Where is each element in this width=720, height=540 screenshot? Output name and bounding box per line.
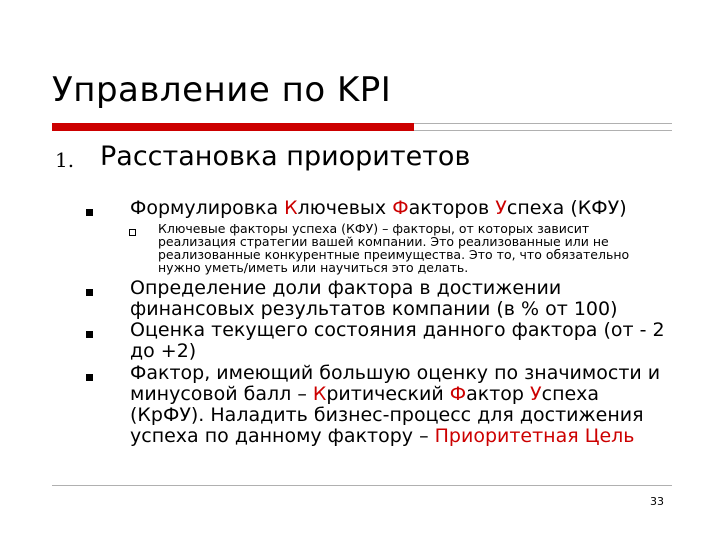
level1-heading: Расстановка приоритетов bbox=[100, 141, 471, 172]
accent-letter: Ф bbox=[449, 383, 467, 405]
accent-letter: К bbox=[312, 383, 327, 405]
accent-letter: Ф bbox=[392, 197, 409, 219]
text-fragment: ритический bbox=[326, 383, 450, 405]
bullet-hollow-square-icon bbox=[129, 229, 136, 236]
sub-list-item-kfu-definition: Ключевые факторы успеха (КФУ) – факторы, от которых зависит реализация стратегии вашей компании. Это реализованные или не реализованные конкурентные преимущества. Это то, что обязательно нужно уметь/иметь или научиться это делать. bbox=[158, 221, 630, 275]
list-item-critical-factor bbox=[130, 363, 670, 447]
level1-number: 1. bbox=[55, 148, 75, 172]
accent-letter: У bbox=[530, 383, 542, 405]
text-fragment: спеха (КрФУ). Наладить бизнес-процесс для достижения успеха по данному фактору – bbox=[130, 383, 644, 447]
text-fragment: Фактор, имеющий большую оценку по значимости и минусовой балл – bbox=[130, 362, 661, 405]
text-fragment: акторов bbox=[408, 197, 496, 219]
text-fragment: Формулировка bbox=[130, 197, 285, 219]
list-item-share: Определение доли фактора в достижении финансовых результатов компании (в % от 100) bbox=[130, 277, 618, 320]
text-fragment: лючевых bbox=[297, 197, 393, 219]
bullet-square-icon bbox=[86, 209, 93, 216]
title-underline-accent bbox=[52, 123, 414, 131]
accent-letter: К bbox=[284, 197, 298, 219]
text-fragment: актор bbox=[466, 383, 531, 405]
priority-goal-text: Приоритетная Цель bbox=[434, 425, 635, 447]
text-fragment: спеха (КФУ) bbox=[506, 197, 627, 219]
bullet-square-icon bbox=[86, 374, 93, 381]
accent-letter: У bbox=[495, 197, 507, 219]
list-item-kfu bbox=[130, 198, 670, 219]
slide-title: Управление по KPI bbox=[52, 70, 392, 110]
title-underline bbox=[52, 123, 672, 131]
list-item-assessment: Оценка текущего состояния данного фактора (от - 2 до +2) bbox=[130, 319, 665, 362]
footer-divider bbox=[52, 485, 672, 486]
page-number: 33 bbox=[650, 495, 664, 508]
bullet-square-icon bbox=[86, 289, 93, 296]
bullet-square-icon bbox=[86, 331, 93, 338]
